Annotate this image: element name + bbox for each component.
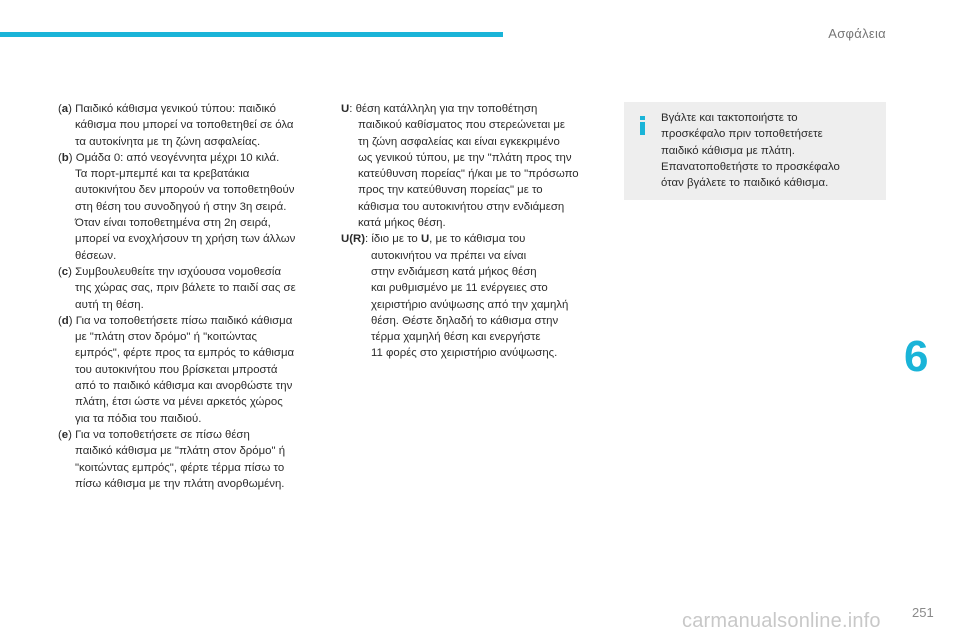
legend-key: U(R) — [341, 233, 366, 246]
chapter-number: 6 — [904, 332, 929, 381]
legend-key: a — [61, 103, 69, 115]
page-number: 251 — [912, 605, 934, 620]
legend-key: e — [61, 428, 69, 441]
info-text: Βγάλτε και τακτοποιήστε το προσκέφαλο πριν τοποθετήσετε παιδικό κάθισμα με πλάτη. Επανατοποθετήστε το προσκέφαλο όταν βγάλετε το παιδικό κάθισμα. — [661, 112, 840, 190]
left-column — [58, 101, 320, 492]
legend-key: b — [61, 151, 69, 164]
legend-entry-u: U: θέση κατάλληλη για την τοποθέτηση παιδικού καθίσματος που στερεώνεται με τη ζώνη ασφαλείας και είναι εγκεκριμένο ως γενικού τύπου, με την "πλάτη προς την κατεύθυνση πορείας" ή/και με το "πρόσωπο προς την κατεύθυνση πορείας" με το κάθισμα του αυτοκινήτου στην ενδιάμεση κατά μήκος θέση. — [341, 103, 579, 230]
legend-entry-e: (e) Για να τοποθετήσετε σε πίσω θέση παιδικό κάθισμα με "πλάτη στον δρόμο" ή "κοιτώντας εμπρός", φέρτε τέρμα πίσω το πίσω κάθισμα με την πλάτη ανορθωμένη. — [58, 428, 286, 490]
legend-entry-ur: U(R): ίδιο με το U, με το κάθισμα του αυτοκινήτου να πρέπει να είναι στην ενδιάμεση κατά μήκος θέση και ρυθμισμένο με 11 ενέργειες στο χειριστήριο ανύψωσης από την χαμηλή θέση. Θέστε δηλαδή το κάθισμα στην τέρμα χαμηλή θέση και ενεργήστε 11 φορές στο χειριστήριο ανύψωσης. — [341, 233, 569, 360]
legend-entry-a: (a) Παιδικό κάθισμα γενικού τύπου: παιδικό κάθισμα που μπορεί να τοποθετηθεί σε όλα τα αυτοκίνητα με τη ζώνη ασφαλείας. — [58, 103, 294, 148]
section-title: Ασφάλεια — [828, 26, 886, 41]
header-accent-bar — [0, 32, 503, 37]
info-box — [624, 102, 886, 200]
legend-key: U — [341, 103, 350, 115]
watermark: carmanualsonline.info — [682, 610, 881, 632]
middle-column — [341, 101, 603, 362]
legend-key: c — [61, 265, 69, 278]
info-icon — [640, 116, 645, 135]
legend-entry-b: (b) Ομάδα 0: από νεογέννητα μέχρι 10 κιλά. Τα πορτ-μπεμπέ και τα κρεβατάκια αυτοκινήτου δεν μπορούν να τοποθετηθούν στη θέση του συνοδηγού ή στην 3η σειρά. Όταν είναι τοποθετημένα στη 2η σειρά, μπορεί να ενοχλήσουν τη χρήση των άλλων θέσεων. — [58, 151, 296, 262]
legend-key: d — [61, 314, 69, 327]
legend-entry-d: (d) Για να τοποθετήσετε πίσω παιδικό κάθισμα με "πλάτη στον δρόμο" ή "κοιτώντας εμπρός", φέρτε προς τα εμπρός το κάθισμα του αυτοκινήτου που βρίσκεται μπροστά από το παιδικό κάθισμα και ανορθώστε την πλάτη, έτσι ώστε να μένει αρκετός χώρος για τα πόδια του παιδιού. — [58, 314, 295, 425]
legend-entry-c: (c) Συμβουλευθείτε την ισχύουσα νομοθεσία της χώρας σας, πριν βάλετε το παιδί σας σε αυτή τη θέση. — [58, 265, 296, 311]
